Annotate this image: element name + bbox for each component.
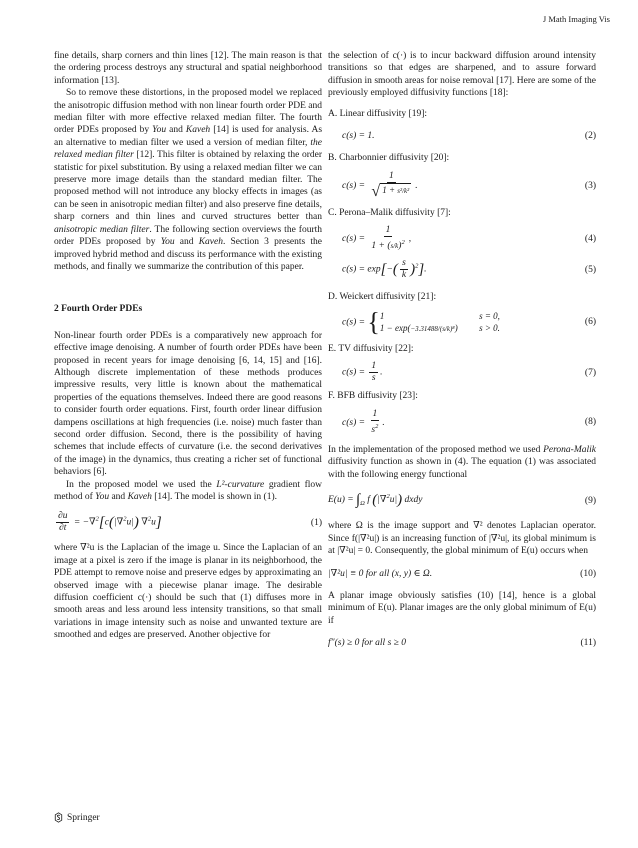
right-paragraph-1: the selection of c(·) is to incur backward diffusion around intensity transitions so that edges are sharpened, and to assure forward diffusion in smooth areas for noise removal [17]. Here are some of the previously employed diffusivity functions [18]:	[328, 51, 596, 99]
equation-7: c(s) = $\frac{1}{s}$ . (7)	[342, 361, 596, 384]
right-column	[328, 50, 596, 650]
item-weickert: D. Weickert diffusivity [21]:	[328, 292, 437, 303]
right-paragraph-2: In the implementation of the proposed method we used Perona-Malik diffusivity function as shown in (4). The equation (1) was associated with the following energy functional	[328, 444, 596, 480]
left-paragraph-2: So to remove these distortions, in the proposed model we replaced the anisotropic diffusion method with non linear fourth order PDE and median filter with more effective relaxed median filter. The fourth order PDEs proposed by You and Kaveh [14] is used for analysis. As an alternative to median filter we used a version of median filter, the relaxed median filter [12]. This filter is obtained by relaxing the order statistic for pixel substitution. By using a relaxed median filter we can preserve more image details than the standard median filter. The proposed method will not introduce any blocky effects in images (as can be seen in anisotropic median filter) and also preserve fine details, sharp corners and thin lines and curved structures better than anisotropic median filter. The following section overviews the fourth order PDEs proposed by You and Kaveh. Section 3 presents the improved hybrid method and discuss its performance with the existing methods, and finally we summarize the contribution of this paper.	[54, 88, 323, 272]
item-linear: A. Linear diffusivity [19]:	[328, 108, 428, 119]
springer-logo-icon	[54, 812, 63, 823]
equation-1: $\frac{\partial u}{\partial t}$ = −∇$^2$[c(|∇$^2$u|) ∇$^2$u] (1)	[58, 511, 322, 534]
equation-9: $E(u) = \int_\Omega$ f (|∇$^2$u|) dxdy (9)	[328, 491, 596, 508]
left-column	[54, 50, 322, 642]
journal-header: J Math Imaging Vis	[542, 14, 610, 24]
left-paragraph-1: fine details, sharp corners and thin lines [12]. The main reason is that the ordering process destroys any structural and spatial neighborhood information [13].	[54, 51, 322, 86]
equation-2: c(s) = 1. (2)	[342, 131, 596, 142]
item-perona-malik: C. Perona–Malik diffusivity [7]:	[328, 207, 451, 218]
equation-10: |∇²u| ≡ 0 for all (x, y) ∈ Ω. (10)	[328, 568, 596, 579]
left-paragraph-3: Non-linear fourth order PDEs is a comparatively new approach for effective image denoising. A number of fourth order PDEs have been proposed in recent years for image denoising [6, 14, 15] and [16]. Although discrete implementation of these methods produces impressive results, very little is known about the mathematical properties of the equations themselves. Indeed there are good reasons to consider fourth order equations. First, fourth order linear diffusion dampens oscillations at high frequencies (i.e. noise) much faster than second order diffusion. Second, there is the possibility of having schemes that include effects of curvature (i.e. the second derivatives of the image) in the dynamics, thus creating a richer set of functional behaviors [6].	[54, 330, 322, 478]
publisher-footer	[54, 812, 100, 823]
left-paragraph-4: In the proposed model we used the L²-curvature gradient flow method of You and Kaveh [14]. The model is shown in (1).	[54, 479, 323, 502]
left-paragraph-5: where ∇²u is the Laplacian of the image u. Since the Laplacian of an image at a pixel is zero if the image is planar in its neighborhood, the PDE attempt to remove noise and preserve edges by approximating an observed image with a piecewise planar image. The desirable diffusion coefficient c(·) should be such that (1) diffuses more in smooth areas and less around less intensity transitions, so that small variations in image intensity such as noise and unwanted texture are smoothed and edges are preserved. Another objective for	[54, 543, 322, 641]
item-bfb: F. BFB diffusivity [23]:	[328, 391, 418, 402]
equation-5: c(s) = exp[−( $\frac{s}{k}$ )$^2$]. (5)	[342, 258, 596, 281]
equation-4: c(s) = $\frac{1}{1 + (s/k)^2}$ , (4)	[342, 225, 596, 252]
equation-6: c(s) = { 1 s = 0, 1 − exp(−3.31488/(s/k)⁸) s > 0. (6)	[342, 307, 596, 337]
item-charbonnier: B. Charbonnier diffusivity [20]:	[328, 153, 450, 164]
right-paragraph-3: where Ω is the image support and ∇² denotes Laplacian operator. Since f(|∇²u|) is an increasing function of |∇²u|, its global minimum is at |∇²u| = 0. Consequently, the global minimum of E(u) occurs when	[328, 521, 596, 557]
equation-8: c(s) = $\frac{1}{s^2}$ . (8)	[342, 408, 596, 435]
right-paragraph-4: A planar image obviously satisfies (10) [14], hence is a global minimum of E(u). Planar images are the only global minimum of E(u) if	[328, 591, 596, 626]
equation-11: f″(s) ≥ 0 for all s ≥ 0 (11)	[328, 638, 596, 649]
publisher-name: Springer	[67, 812, 100, 823]
section-title: 2 Fourth Order PDEs	[54, 304, 143, 315]
equation-3: c(s) = 1 √ 1 + s²/k² . (3)	[342, 170, 596, 200]
item-tv: E. TV diffusivity [22]:	[328, 343, 414, 354]
